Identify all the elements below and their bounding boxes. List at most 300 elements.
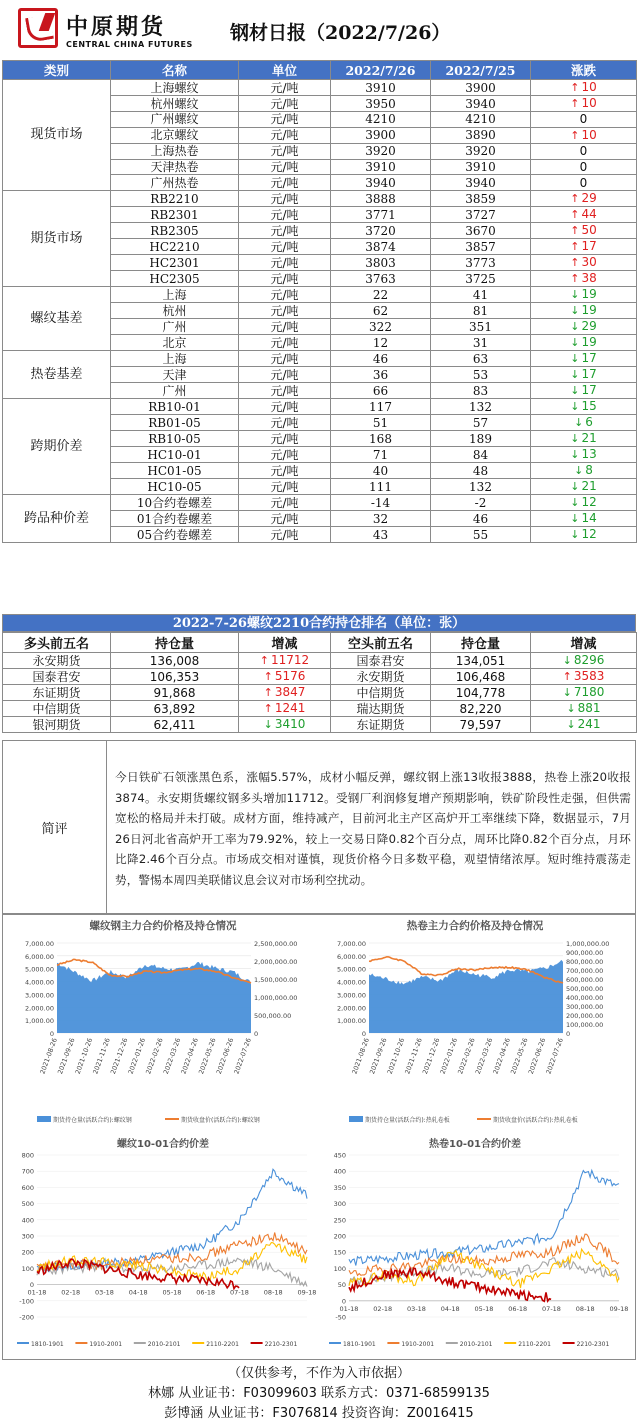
change-value: 0	[579, 112, 588, 127]
long-position: 106,353	[111, 669, 239, 685]
category-cell: 现货市场	[3, 80, 111, 191]
change-value: 17	[581, 383, 597, 397]
unit-cell: 元/吨	[239, 287, 331, 303]
category-cell: 热卷基差	[3, 351, 111, 399]
value-today-cell: 62	[331, 303, 431, 319]
category-cell: 跨品种价差	[3, 495, 111, 543]
arrow-down-icon: ↓	[570, 384, 580, 397]
arrow-down-icon: ↓	[263, 718, 273, 731]
change-value: 13	[581, 447, 597, 461]
change-value: 881	[577, 701, 601, 715]
change-value: 14	[581, 511, 597, 525]
short-change	[531, 685, 637, 701]
unit-cell: 元/吨	[239, 143, 331, 159]
change-cell	[531, 207, 637, 223]
x-tick: 08-18	[263, 1288, 283, 1297]
legend-label: 1810-1901	[31, 1341, 64, 1348]
arrow-down-icon: ↓	[570, 496, 580, 509]
analyst-1-info: 林娜 从业证书：F03099603 联系方式：0371-68599135	[148, 1386, 490, 1401]
name-cell: 10合约卷螺差	[111, 495, 239, 511]
name-cell: 上海	[111, 287, 239, 303]
unit-cell: 元/吨	[239, 447, 331, 463]
chart-3	[329, 1137, 628, 1348]
arrow-up-icon: ↑	[570, 81, 580, 94]
legend-label: 1910-2001	[401, 1341, 435, 1348]
change-value: 3847	[274, 685, 306, 699]
arrow-down-icon: ↓	[570, 368, 580, 381]
x-tick: 2022-03-26	[161, 1036, 183, 1076]
name-cell: RB10-01	[111, 399, 239, 415]
x-tick: 2021-10-26	[73, 1036, 95, 1076]
arrow-down-icon: ↓	[570, 336, 580, 349]
y-tick-right: 1,000,000.00	[566, 940, 610, 948]
y-tick-right: 1,500,000.00	[254, 976, 298, 984]
unit-cell: 元/吨	[239, 223, 331, 239]
value-prev-cell: 48	[431, 463, 531, 479]
change-value: 12	[581, 495, 597, 509]
arrow-down-icon: ↓	[570, 304, 580, 317]
long-position: 91,868	[111, 685, 239, 701]
price-row	[3, 191, 637, 207]
change-cell	[531, 367, 637, 383]
name-cell: 05合约卷螺差	[111, 527, 239, 543]
ranking-row	[3, 685, 637, 701]
price-row	[3, 351, 637, 367]
ranking-row	[3, 669, 637, 685]
price-table-header	[3, 61, 637, 80]
x-tick: 03-18	[95, 1288, 114, 1297]
y-tick: 700	[21, 1167, 34, 1176]
category-cell: 螺纹基差	[3, 287, 111, 351]
change-value: 0	[579, 175, 588, 190]
change-cell	[531, 287, 637, 303]
change-value: 6	[585, 415, 593, 429]
arrow-up-icon: ↑	[570, 256, 580, 269]
value-today-cell: 3763	[331, 271, 431, 287]
value-today-cell: 36	[331, 367, 431, 383]
long-broker-name: 东证期货	[3, 685, 111, 701]
change-value: 17	[581, 239, 597, 253]
value-today-cell: 3920	[331, 143, 431, 159]
value-prev-cell: 55	[431, 527, 531, 543]
report-header	[0, 0, 638, 60]
name-cell: 上海热卷	[111, 143, 239, 159]
header-unit: 单位	[239, 61, 331, 80]
y-tick-left: 3,000.00	[25, 991, 54, 1000]
value-today-cell: 51	[331, 415, 431, 431]
short-position: 82,220	[431, 701, 531, 717]
value-today-cell: 66	[331, 383, 431, 399]
arrow-down-icon: ↓	[570, 512, 580, 525]
unit-cell: 元/吨	[239, 415, 331, 431]
name-cell: RB01-05	[111, 415, 239, 431]
arrow-down-icon: ↓	[570, 528, 580, 541]
x-tick: 01-18	[27, 1288, 47, 1297]
x-tick: 2022-06-26	[214, 1036, 236, 1076]
x-tick: 04-18	[128, 1288, 148, 1297]
change-value: 3583	[573, 669, 605, 683]
value-today-cell: 3910	[331, 159, 431, 175]
analyst-2-info: 彭博涵 从业证书：F3076814 投资咨询：Z0016415	[164, 1406, 474, 1421]
short-change	[531, 701, 637, 717]
change-cell	[531, 383, 637, 399]
y-tick-right: 700,000.00	[566, 967, 604, 975]
value-prev-cell: 3910	[431, 159, 531, 175]
name-cell: RB2305	[111, 223, 239, 239]
chart-title: 螺纹钢主力合约价格及持仓情况	[89, 920, 237, 932]
name-cell: HC10-05	[111, 479, 239, 495]
y-tick: 200	[21, 1248, 34, 1257]
commentary-label: 简评	[3, 741, 107, 913]
value-today-cell: 3771	[331, 207, 431, 223]
long-change	[239, 701, 331, 717]
change-value: 21	[581, 479, 597, 493]
unit-cell: 元/吨	[239, 255, 331, 271]
change-value: 21	[581, 431, 597, 445]
y-tick: 400	[333, 1167, 346, 1176]
change-value: 12	[581, 527, 597, 541]
x-tick: 2021-10-26	[385, 1036, 407, 1076]
name-cell: 01合约卷螺差	[111, 511, 239, 527]
unit-cell: 元/吨	[239, 207, 331, 223]
y-tick: 350	[333, 1183, 346, 1192]
arrow-up-icon: ↑	[562, 670, 572, 683]
name-cell: 广州热卷	[111, 175, 239, 191]
y-tick-right: 500,000.00	[566, 985, 604, 993]
short-change	[531, 669, 637, 685]
name-cell: 杭州	[111, 303, 239, 319]
x-tick: 07-18	[542, 1304, 561, 1313]
legend-label: 2210-2301	[264, 1341, 298, 1348]
change-value: 1241	[274, 701, 306, 715]
value-prev-cell: 3890	[431, 127, 531, 143]
name-cell: HC2305	[111, 271, 239, 287]
unit-cell: 元/吨	[239, 431, 331, 447]
x-tick: 05-18	[162, 1288, 182, 1297]
change-value: 19	[581, 335, 597, 349]
change-cell	[531, 463, 637, 479]
y-tick: 300	[21, 1232, 34, 1241]
arrow-up-icon: ↑	[570, 272, 580, 285]
change-value: 0	[579, 159, 588, 174]
logo-chinese-name: 中原期货	[66, 14, 167, 40]
value-prev-cell: 351	[431, 319, 531, 335]
y-tick-left: 4,000.00	[25, 978, 54, 987]
value-prev-cell: 53	[431, 367, 531, 383]
y-tick-left: 0	[361, 1030, 366, 1038]
arrow-up-icon: ↑	[570, 192, 580, 205]
short-change	[531, 717, 637, 733]
header-short-position: 持仓量	[431, 633, 531, 653]
long-change	[239, 717, 331, 733]
change-cell	[531, 80, 637, 96]
value-prev-cell: 3940	[431, 96, 531, 112]
change-value: 15	[581, 399, 597, 413]
short-position: 79,597	[431, 717, 531, 733]
arrow-down-icon: ↓	[562, 686, 572, 699]
change-cell	[531, 223, 637, 239]
short-broker-name: 国泰君安	[331, 653, 431, 669]
charts-canvas	[3, 915, 635, 1359]
unit-cell: 元/吨	[239, 303, 331, 319]
x-tick: 2022-01-26	[126, 1036, 148, 1076]
short-position: 134,051	[431, 653, 531, 669]
arrow-down-icon: ↓	[566, 702, 576, 715]
x-tick: 06-18	[508, 1304, 528, 1313]
value-today-cell: 3803	[331, 255, 431, 271]
arrow-up-icon: ↑	[570, 208, 580, 221]
y-tick-left: 2,000.00	[337, 1004, 366, 1013]
name-cell: RB10-05	[111, 431, 239, 447]
long-broker-name: 国泰君安	[3, 669, 111, 685]
y-tick-left: 5,000.00	[337, 965, 366, 974]
value-today-cell: 22	[331, 287, 431, 303]
category-cell: 期货市场	[3, 191, 111, 287]
series-line-1810-1901	[349, 1171, 619, 1266]
header-change: 涨跌	[531, 61, 637, 80]
unit-cell: 元/吨	[239, 112, 331, 128]
value-today-cell: 4210	[331, 112, 431, 128]
name-cell: HC01-05	[111, 463, 239, 479]
y-tick-left: 1,000.00	[25, 1017, 54, 1026]
value-prev-cell: 3725	[431, 271, 531, 287]
arrow-down-icon: ↓	[570, 432, 580, 445]
y-tick-right: 0	[254, 1030, 259, 1038]
change-cell	[531, 335, 637, 351]
charts-section	[2, 914, 636, 1360]
legend-label: 期货持仓量(活跃合约):螺纹钢	[53, 1117, 132, 1124]
change-cell	[531, 431, 637, 447]
arrow-up-icon: ↑	[570, 224, 580, 237]
unit-cell: 元/吨	[239, 527, 331, 543]
value-today-cell: 168	[331, 431, 431, 447]
change-value: 44	[581, 207, 597, 221]
y-tick: 200	[333, 1232, 346, 1241]
value-prev-cell: 81	[431, 303, 531, 319]
x-tick: 2021-08-26	[38, 1036, 59, 1076]
value-today-cell: 3874	[331, 239, 431, 255]
short-change	[531, 653, 637, 669]
commentary-text: 今日铁矿石领涨黑色系，涨幅5.57%，成材小幅反弹，螺纹钢上涨13收报3888，热卷上涨20收报3874。永安期货螺纹钢多头增加11712。受钢厂利润修复增产预期影响，铁矿阶段性走强，但供需宽松的格局并未打破。成材方面，维持减产，目前河北主产区高炉开工率继续下降，数据显示，7月26日河北省高炉开工率为79.92%，较上一交易日降0.82个百分点，周环比降0.82个百分点，月环比降2.46个百分点。市场成交相对谨慎，现货价格今日多数平稳，观望情绪浓厚。短时维持震荡走势，警惕本周四美联储议息会议对市场利空扰动。	[115, 770, 631, 887]
x-tick: 2021-09-26	[56, 1036, 77, 1076]
value-prev-cell: 189	[431, 431, 531, 447]
value-today-cell: 71	[331, 447, 431, 463]
legend-label: 期货收盘价(活跃合约):热轧卷板	[493, 1117, 578, 1124]
y-tick-left: 6,000.00	[337, 952, 366, 961]
price-row	[3, 80, 637, 96]
value-today-cell: 3950	[331, 96, 431, 112]
value-today-cell: 3720	[331, 223, 431, 239]
series-line-1810-1901	[37, 1169, 307, 1271]
change-cell	[531, 511, 637, 527]
y-tick-left: 7,000.00	[337, 940, 366, 948]
legend-label: 2010-2101	[147, 1341, 181, 1348]
x-tick: 06-18	[196, 1288, 216, 1297]
header-category: 类别	[3, 61, 111, 80]
logo-english-name: CENTRAL CHINA FUTURES	[66, 40, 193, 49]
change-cell	[531, 495, 637, 511]
short-broker-name: 瑞达期货	[331, 701, 431, 717]
arrow-up-icon: ↑	[259, 654, 270, 667]
change-cell	[531, 159, 637, 175]
unit-cell: 元/吨	[239, 175, 331, 191]
change-cell	[531, 191, 637, 207]
unit-cell: 元/吨	[239, 463, 331, 479]
change-value: 17	[581, 367, 597, 381]
x-tick: 2022-01-26	[438, 1036, 460, 1076]
value-today-cell: 12	[331, 335, 431, 351]
chart-title: 热卷主力合约价格及持仓情况	[406, 920, 544, 932]
change-cell	[531, 112, 637, 128]
y-tick-left: 5,000.00	[25, 965, 54, 974]
change-value: 11712	[271, 653, 310, 667]
x-tick: 2022-02-26	[456, 1036, 477, 1076]
value-prev-cell: 3773	[431, 255, 531, 271]
value-prev-cell: 46	[431, 511, 531, 527]
change-value: 10	[581, 96, 597, 110]
x-tick: 07-18	[230, 1288, 249, 1297]
y-tick-right: 300,000.00	[566, 1003, 604, 1011]
change-value: 17	[581, 351, 597, 365]
change-value: 241	[577, 717, 601, 731]
x-tick: 04-18	[440, 1304, 460, 1313]
x-tick: 05-18	[474, 1304, 494, 1313]
value-prev-cell: 41	[431, 287, 531, 303]
change-value: 19	[581, 303, 597, 317]
value-prev-cell: 3727	[431, 207, 531, 223]
long-position: 63,892	[111, 701, 239, 717]
x-tick: 2022-05-26	[197, 1036, 218, 1076]
header-long-position: 持仓量	[111, 633, 239, 653]
unit-cell: 元/吨	[239, 319, 331, 335]
arrow-up-icon: ↑	[570, 97, 580, 110]
y-tick-left: 2,000.00	[25, 1004, 54, 1013]
change-cell	[531, 143, 637, 159]
y-tick-left: 7,000.00	[25, 940, 54, 948]
unit-cell: 元/吨	[239, 271, 331, 287]
y-tick-right: 900,000.00	[566, 949, 604, 957]
value-prev-cell: 3670	[431, 223, 531, 239]
header-short-change: 增减	[531, 633, 637, 653]
y-tick: 50	[337, 1281, 346, 1290]
arrow-up-icon: ↑	[263, 670, 273, 683]
y-tick: 250	[333, 1216, 346, 1225]
ranking-header	[3, 633, 637, 653]
value-today-cell: 3940	[331, 175, 431, 191]
value-today-cell: 322	[331, 319, 431, 335]
x-tick: 2022-06-26	[526, 1036, 548, 1076]
category-cell: 跨期价差	[3, 399, 111, 495]
y-tick: -100	[19, 1297, 34, 1306]
commentary-section	[2, 740, 636, 914]
legend-label: 1810-1901	[343, 1341, 376, 1348]
ranking-row	[3, 717, 637, 733]
value-today-cell: 46	[331, 351, 431, 367]
value-today-cell: 32	[331, 511, 431, 527]
x-tick: 2022-07-26	[544, 1036, 565, 1076]
report-title: 钢材日报（2022/7/26）	[230, 22, 451, 44]
change-cell	[531, 447, 637, 463]
unit-cell: 元/吨	[239, 511, 331, 527]
arrow-down-icon: ↓	[570, 352, 580, 365]
y-tick-right: 600,000.00	[566, 976, 604, 984]
long-change	[239, 685, 331, 701]
change-cell	[531, 96, 637, 112]
long-change	[239, 653, 331, 669]
x-tick: 09-18	[609, 1304, 629, 1313]
chart-title: 热卷10-01合约价差	[429, 1139, 521, 1150]
arrow-down-icon: ↓	[570, 320, 580, 333]
short-position: 106,468	[431, 669, 531, 685]
value-prev-cell: 4210	[431, 112, 531, 128]
chart-0	[25, 919, 297, 1124]
legend-label: 2110-2201	[206, 1341, 239, 1348]
y-tick: 100	[21, 1264, 34, 1273]
unit-cell: 元/吨	[239, 80, 331, 96]
change-value: 19	[581, 287, 597, 301]
price-row	[3, 399, 637, 415]
change-value: 10	[581, 80, 597, 94]
chart-2	[17, 1137, 316, 1348]
x-tick: 02-18	[373, 1304, 393, 1313]
change-cell	[531, 239, 637, 255]
header-long-change: 增减	[239, 633, 331, 653]
x-tick: 2021-09-26	[368, 1036, 389, 1076]
change-value: 10	[581, 127, 597, 142]
value-today-cell: 117	[331, 399, 431, 415]
legend-label: 期货收盘价(活跃合约):螺纹钢	[181, 1117, 260, 1124]
change-value: 8	[585, 463, 593, 477]
y-tick-right: 500,000.00	[254, 1012, 292, 1020]
y-tick-left: 3,000.00	[337, 991, 366, 1000]
change-cell	[531, 399, 637, 415]
arrow-down-icon: ↓	[570, 288, 580, 301]
change-value: 30	[581, 255, 597, 269]
value-prev-cell: 57	[431, 415, 531, 431]
short-broker-name: 东证期货	[331, 717, 431, 733]
change-value: 50	[581, 223, 597, 237]
long-position: 136,008	[111, 653, 239, 669]
ranking-title: 2022-7-26螺纹2210合约持仓排名（单位：张）	[2, 614, 636, 632]
long-broker-name: 永安期货	[3, 653, 111, 669]
short-broker-name: 中信期货	[331, 685, 431, 701]
value-prev-cell: 63	[431, 351, 531, 367]
value-today-cell: 3910	[331, 80, 431, 96]
value-prev-cell: 3900	[431, 80, 531, 96]
name-cell: 上海	[111, 351, 239, 367]
name-cell: 广州	[111, 319, 239, 335]
arrow-down-icon: ↓	[570, 448, 580, 461]
y-tick: 100	[333, 1264, 346, 1273]
y-tick: -50	[335, 1313, 346, 1322]
ranking-row	[3, 701, 637, 717]
y-tick: -200	[19, 1313, 34, 1322]
y-tick-right: 1,000,000.00	[254, 994, 298, 1002]
value-prev-cell: 84	[431, 447, 531, 463]
value-prev-cell: 31	[431, 335, 531, 351]
value-today-cell: 3888	[331, 191, 431, 207]
x-tick: 2022-05-26	[509, 1036, 530, 1076]
arrow-up-icon: ↑	[570, 240, 580, 253]
value-prev-cell: -2	[431, 495, 531, 511]
change-cell	[531, 255, 637, 271]
change-value: 5176	[274, 669, 306, 683]
legend-swatch	[349, 1116, 363, 1122]
chart-1	[337, 919, 609, 1124]
value-prev-cell: 3920	[431, 143, 531, 159]
change-cell	[531, 319, 637, 335]
value-today-cell: 40	[331, 463, 431, 479]
